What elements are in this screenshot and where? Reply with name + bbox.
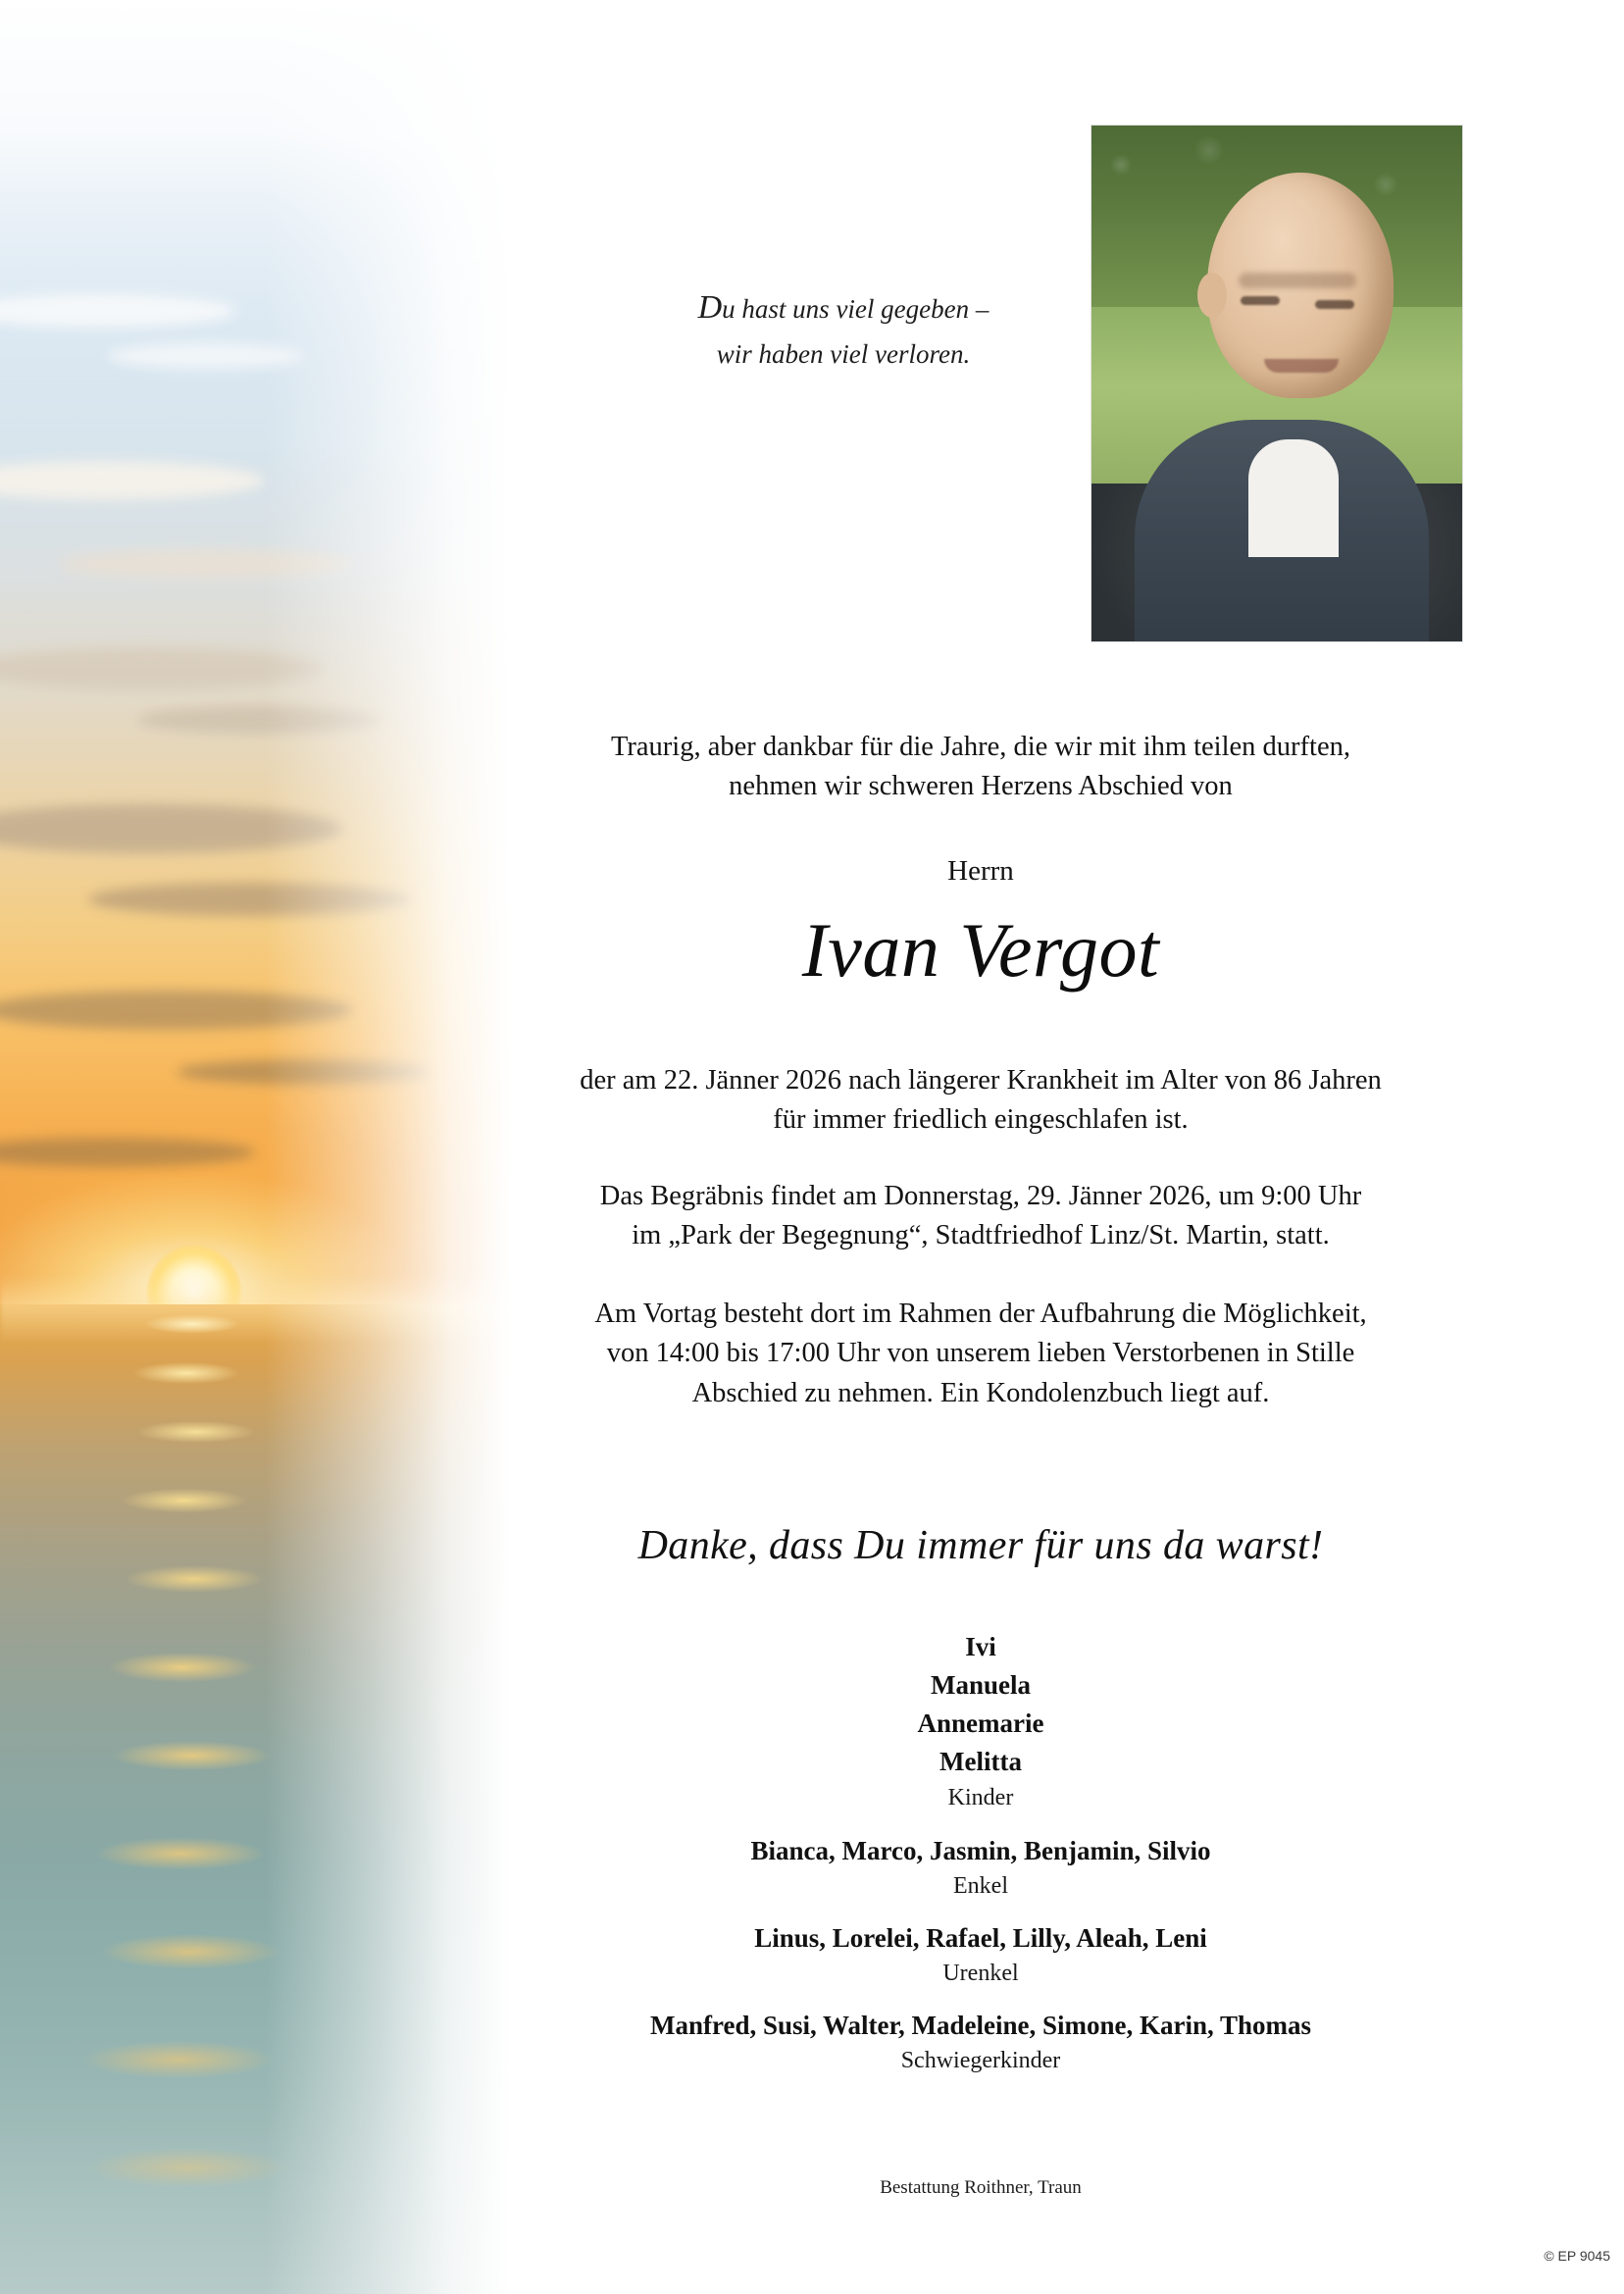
family-role: Enkel bbox=[953, 1873, 1008, 1900]
family-group bbox=[490, 1919, 1471, 1991]
verse-line-1: u hast uns viel gegeben – bbox=[722, 294, 990, 324]
deceased-name: Ivan Vergot bbox=[801, 907, 1160, 993]
verse-dropcap: D bbox=[697, 289, 723, 326]
print-credit: © EP 9045 bbox=[1544, 2248, 1610, 2264]
family-group bbox=[490, 1832, 1471, 1904]
vigil-notice: Am Vortag besteht dort im Rahmen der Aufbahrung die Möglichkeit, von 14:00 bis 17:00 Uhr von unserem lieben Verstorbenen in Stille Abschied zu nehmen. Ein Kondolenzbuch liegt auf. bbox=[594, 1299, 1367, 1408]
photo-fade-top bbox=[0, 0, 510, 608]
family-group bbox=[490, 2007, 1471, 2078]
family-group bbox=[490, 1628, 1471, 1814]
family-list bbox=[490, 1628, 1471, 2093]
family-names: Ivi Manuela Annemarie Melitta bbox=[917, 1632, 1044, 1777]
family-role: Kinder bbox=[947, 1784, 1014, 1810]
thanks-line: Danke, dass Du immer für uns da warst! bbox=[637, 1523, 1324, 1568]
death-notice: der am 22. Jänner 2026 nach längerer Krankheit im Alter von 86 Jahren für immer friedlich eingeschlafen ist. bbox=[580, 1065, 1382, 1136]
family-names: Linus, Lorelei, Rafael, Lilly, Aleah, Leni bbox=[754, 1922, 1207, 1953]
salutation: Herrn bbox=[947, 855, 1014, 887]
funeral-home: Bestattung Roithner, Traun bbox=[880, 2177, 1082, 2198]
family-names: Manfred, Susi, Walter, Madeleine, Simone, Karin, Thomas bbox=[649, 2010, 1312, 2040]
opening-verse bbox=[633, 282, 1054, 376]
family-role: Urenkel bbox=[942, 1961, 1019, 1987]
family-role: Schwiegerkinder bbox=[900, 2047, 1061, 2073]
family-names: Bianca, Marco, Jasmin, Benjamin, Silvio bbox=[750, 1836, 1211, 1866]
memorial-text-column bbox=[490, 0, 1624, 2294]
sunset-over-sea-photo bbox=[0, 0, 510, 2294]
intro-text: Traurig, aber dankbar für die Jahre, die wir mit ihm teilen durften, nehmen wir schweren Herzens Abschied von bbox=[611, 732, 1350, 802]
funeral-notice: Das Begräbnis findet am Donnerstag, 29. Jänner 2026, um 9:00 Uhr im „Park der Begegnung“, Stadtfriedhof Linz/St. Martin, statt. bbox=[599, 1181, 1362, 1251]
verse-line-2: wir haben viel verloren. bbox=[716, 338, 971, 369]
